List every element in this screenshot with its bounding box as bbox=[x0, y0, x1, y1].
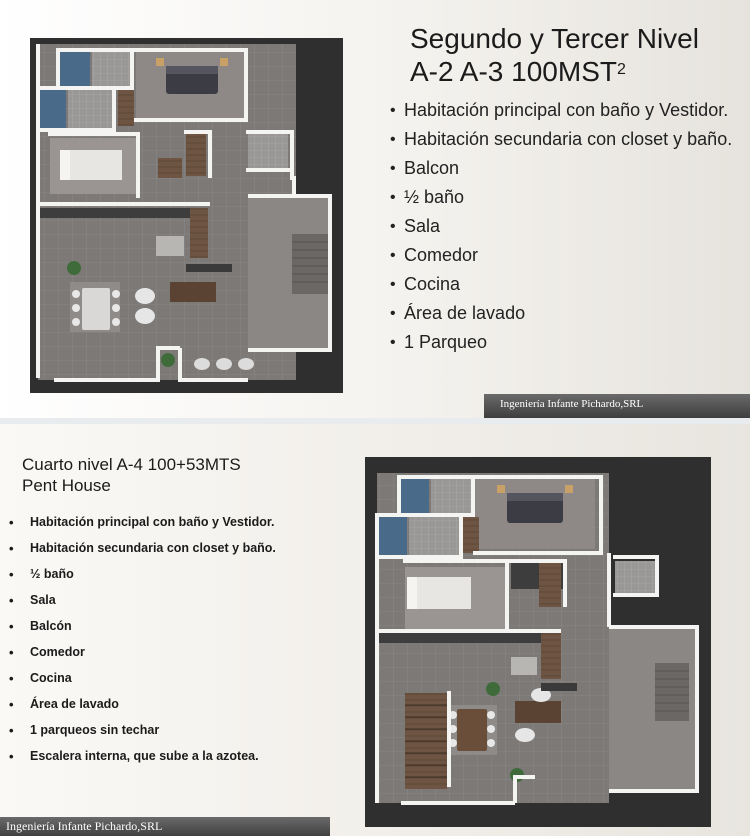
feature-item: • Área de lavado bbox=[390, 303, 745, 324]
company-name: Ingeniería Infante Pichardo,SRL bbox=[500, 398, 644, 410]
feature-item: • Comedor bbox=[390, 245, 745, 266]
feature-item: • Comedor bbox=[8, 644, 348, 661]
feature-item: • ½ baño bbox=[390, 187, 745, 208]
feature-item: • Balcon bbox=[390, 158, 745, 179]
feature-item: • Habitación principal con baño y Vestidor. bbox=[390, 100, 745, 121]
title-line-1: Cuarto nivel A-4 100+53MTS bbox=[22, 455, 241, 474]
feature-item: • 1 parqueos sin techar bbox=[8, 722, 348, 739]
feature-item: • Escalera interna, que sube a la azotea. bbox=[8, 748, 348, 765]
floor-plan-a2-a3 bbox=[30, 38, 343, 393]
feature-item: • Sala bbox=[390, 216, 745, 237]
title-line-1: Segundo y Tercer Nivel bbox=[410, 23, 699, 54]
features-list bbox=[390, 100, 745, 361]
features-list bbox=[8, 514, 348, 774]
feature-item: • Cocina bbox=[8, 670, 348, 687]
feature-item: • Balcón bbox=[8, 618, 348, 635]
company-name: Ingeniería Infante Pichardo,SRL bbox=[6, 819, 163, 833]
company-footer bbox=[484, 394, 750, 418]
feature-item: • ½ baño bbox=[8, 566, 348, 583]
title-superscript: 2 bbox=[616, 61, 626, 78]
floor-plan-a4-penthouse bbox=[365, 457, 711, 827]
title-line-2: Pent House bbox=[22, 476, 111, 495]
feature-item: • Área de lavado bbox=[8, 696, 348, 713]
feature-item: • Cocina bbox=[390, 274, 745, 295]
title-line-2: A-2 A-3 100MST bbox=[410, 56, 617, 87]
page-title bbox=[22, 454, 241, 496]
feature-item: • Habitación secundaria con closet y baño. bbox=[8, 540, 348, 557]
feature-item: • Sala bbox=[8, 592, 348, 609]
company-footer bbox=[0, 817, 330, 836]
feature-item: • Habitación principal con baño y Vestidor. bbox=[8, 514, 348, 531]
page-title bbox=[410, 22, 699, 88]
feature-item: • Habitación secundaria con closet y baño. bbox=[390, 129, 745, 150]
slide-cuarto-nivel bbox=[0, 424, 750, 836]
feature-item: • 1 Parqueo bbox=[390, 332, 745, 353]
